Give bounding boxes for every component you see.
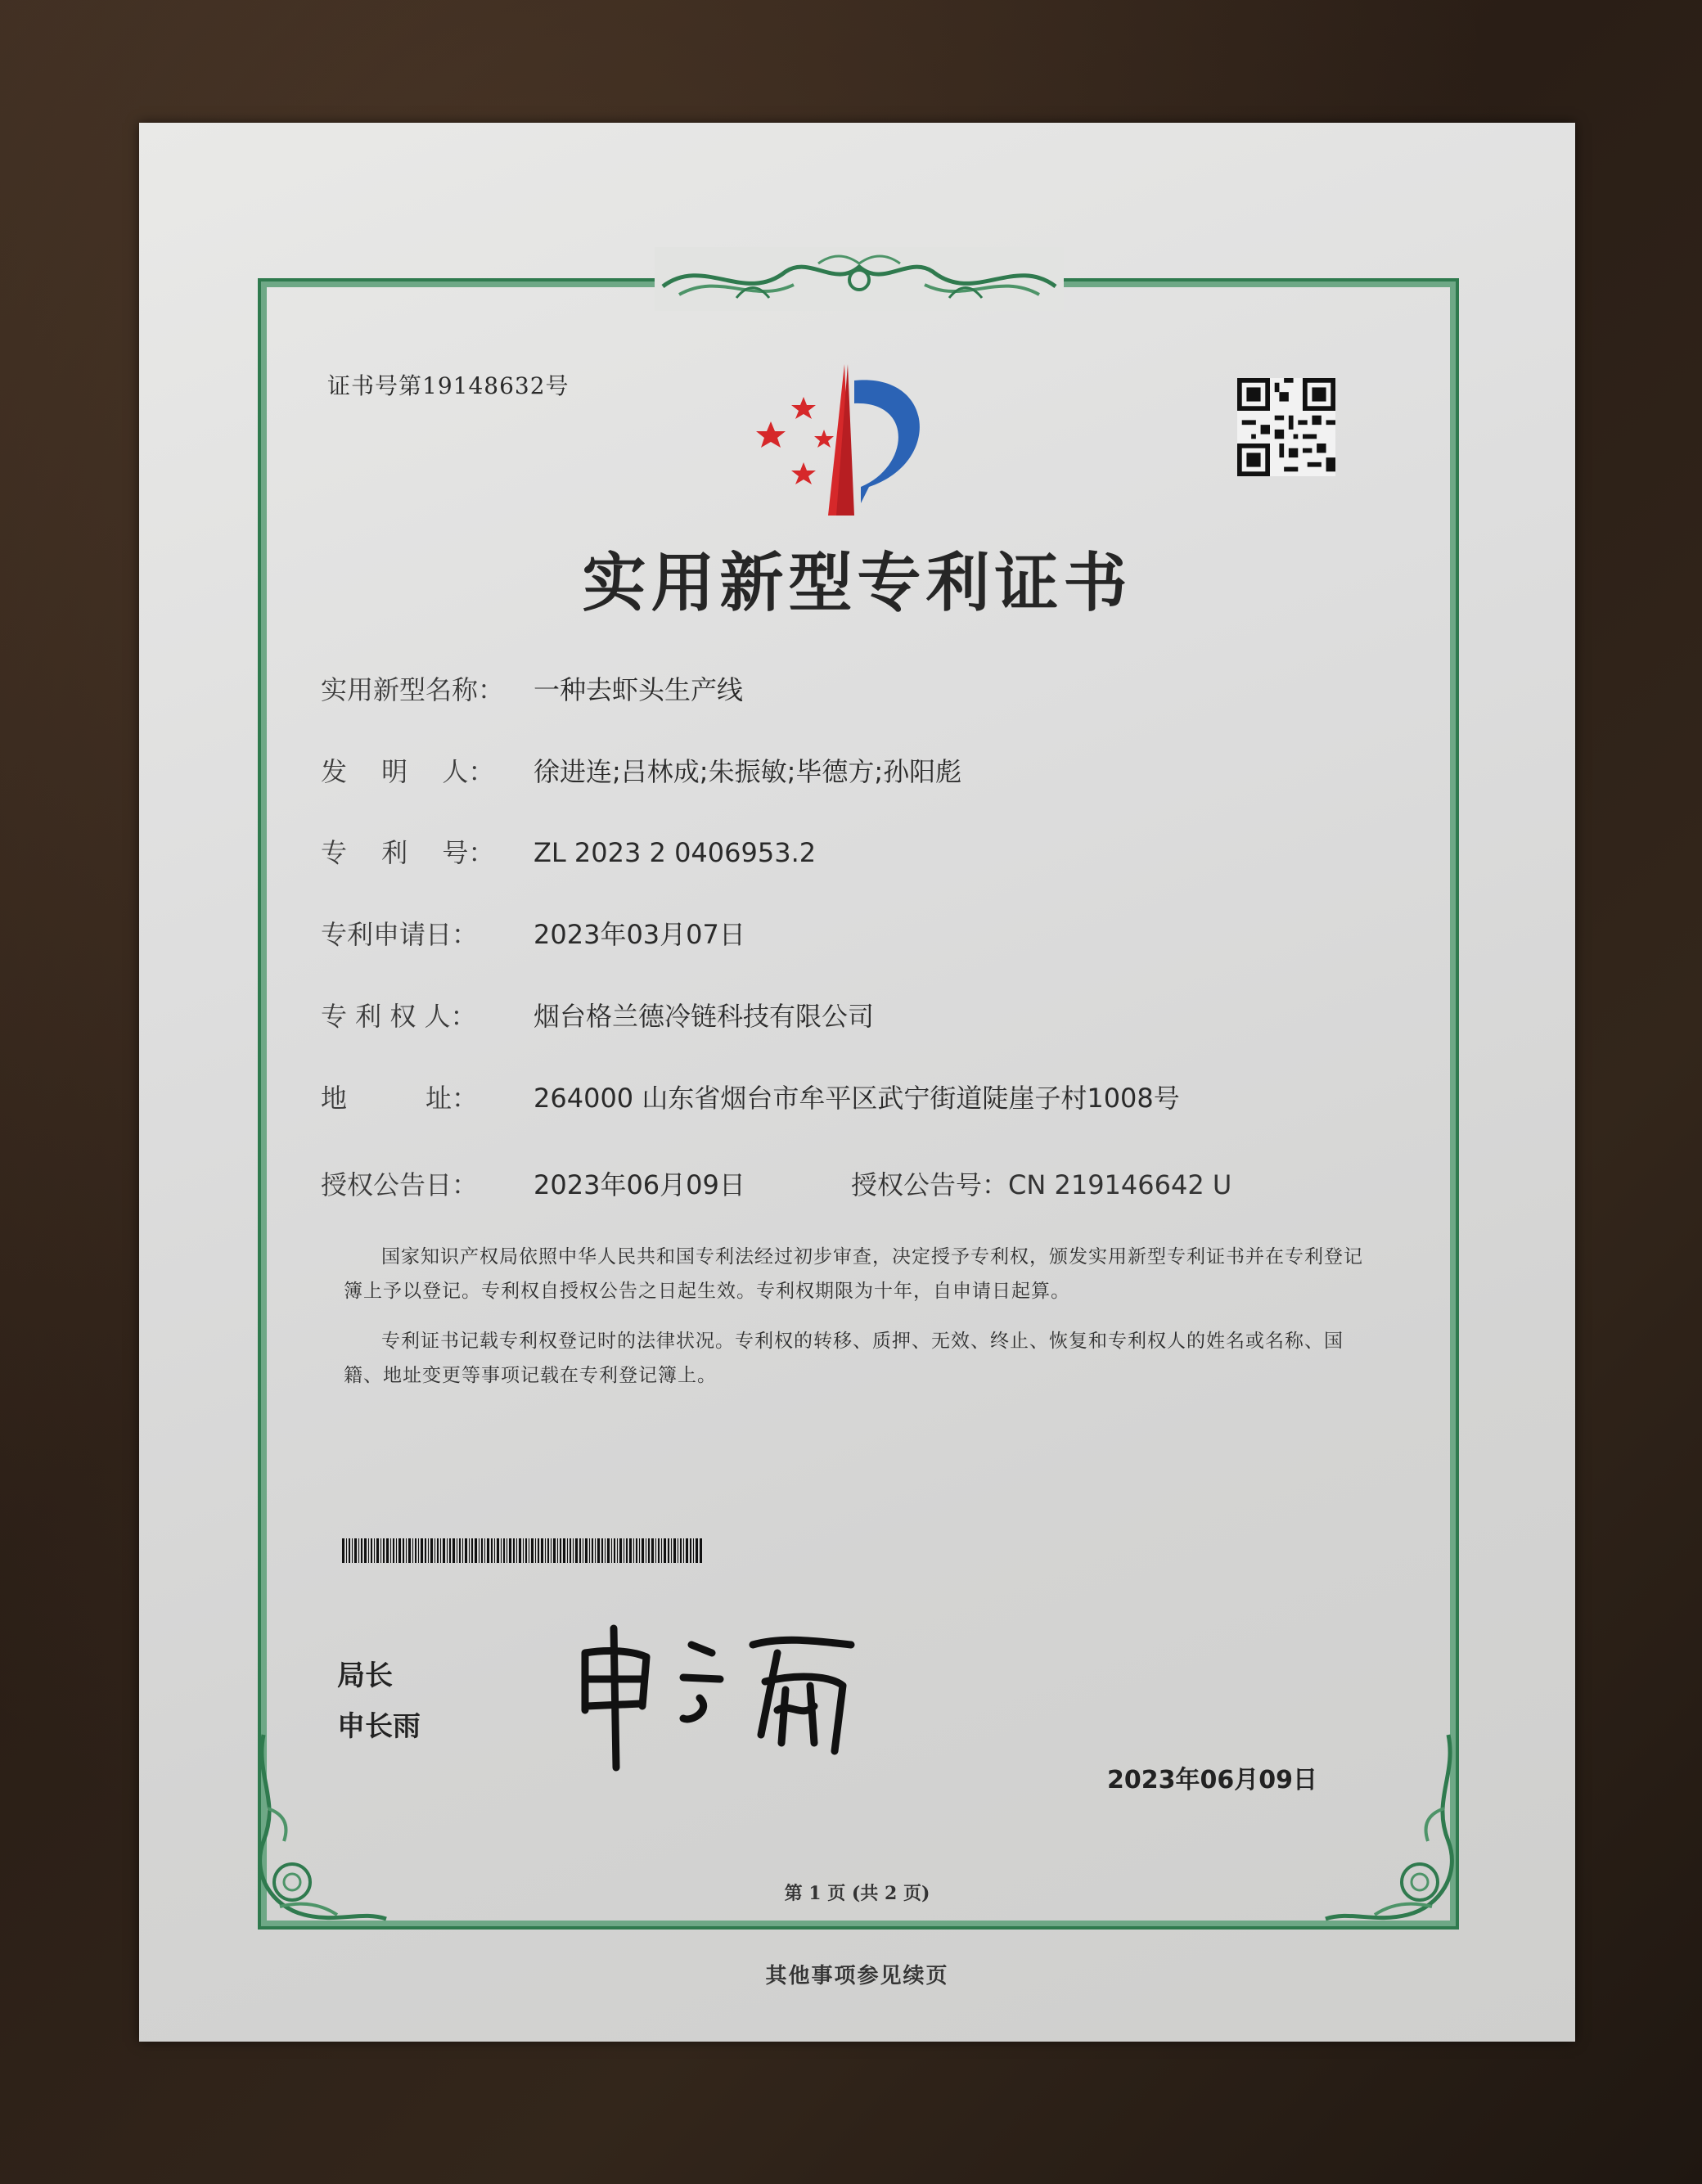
field-application-date [321, 914, 745, 952]
field-value: 2023年03月07日 [534, 919, 745, 950]
patent-office-emblem-icon [746, 364, 951, 520]
legal-paragraph-1: 国家知识产权局依照中华人民共和国专利法经过初步审查，决定授予专利权，颁发实用新型专利证书并在专利登记簿上予以登记。专利权自授权公告之日起生效。专利权期限为十年，自申请日起算。 [344, 1246, 1363, 1302]
field-value: 264000 山东省烟台市牟平区武宁街道陡崖子村1008号 [534, 1083, 1180, 1114]
field-value: CN 219146642 U [1008, 1169, 1232, 1200]
field-value: 一种去虾头生产线 [534, 674, 744, 705]
field-inventors [321, 751, 961, 789]
page-indicator: 第 1 页 (共 2 页) [784, 1883, 930, 1904]
field-label: 专利申请日： [321, 919, 479, 950]
field-address [321, 1078, 1180, 1115]
signatory-title: 局长 [337, 1659, 393, 1692]
qr-code-icon [1237, 378, 1335, 476]
field-value: 徐进连;吕林成;朱振敏;毕德方;孙阳彪 [534, 756, 962, 787]
field-label: 专 利 号： [321, 837, 495, 868]
field-label: 专 利 权 人： [321, 1001, 477, 1032]
certificate-number: 证书号第19148632号 [327, 372, 570, 399]
field-grant-date [321, 1164, 745, 1202]
field-value: 2023年06月09日 [534, 1169, 745, 1200]
field-label: 发 明 人： [321, 756, 495, 787]
bottom-right-ornament-icon [1317, 1727, 1465, 1939]
field-announcement-number [851, 1164, 1231, 1202]
certificate-title: 实用新型专利证书 [582, 547, 1132, 620]
field-patent-number [321, 832, 816, 870]
field-utility-model-name [321, 669, 743, 707]
field-label: 授权公告号： [851, 1169, 1009, 1200]
top-ornament-icon [655, 247, 1064, 311]
field-label: 实用新型名称： [321, 674, 505, 705]
field-value: ZL 2023 2 0406953.2 [534, 837, 817, 868]
signatory-name: 申长雨 [337, 1710, 421, 1743]
legal-paragraph-2: 专利证书记载专利权登记时的法律状况。专利权的转移、质押、无效、终止、恢复和专利权人的姓名或名称、国籍、地址变更等事项记载在专利登记簿上。 [344, 1331, 1344, 1386]
field-value: 烟台格兰德冷链科技有限公司 [534, 1001, 875, 1032]
handwritten-signature [569, 1620, 871, 1776]
issue-date: 2023年06月09日 [1107, 1766, 1317, 1794]
continuation-note: 其他事项参见续页 [765, 1964, 949, 1988]
field-patentee [321, 996, 874, 1033]
bottom-left-ornament-icon [247, 1727, 394, 1939]
field-label: 授权公告日： [321, 1169, 479, 1200]
certificate-sheet [139, 123, 1575, 2042]
barcode-icon [342, 1538, 702, 1563]
field-label: 地 址： [321, 1083, 479, 1114]
